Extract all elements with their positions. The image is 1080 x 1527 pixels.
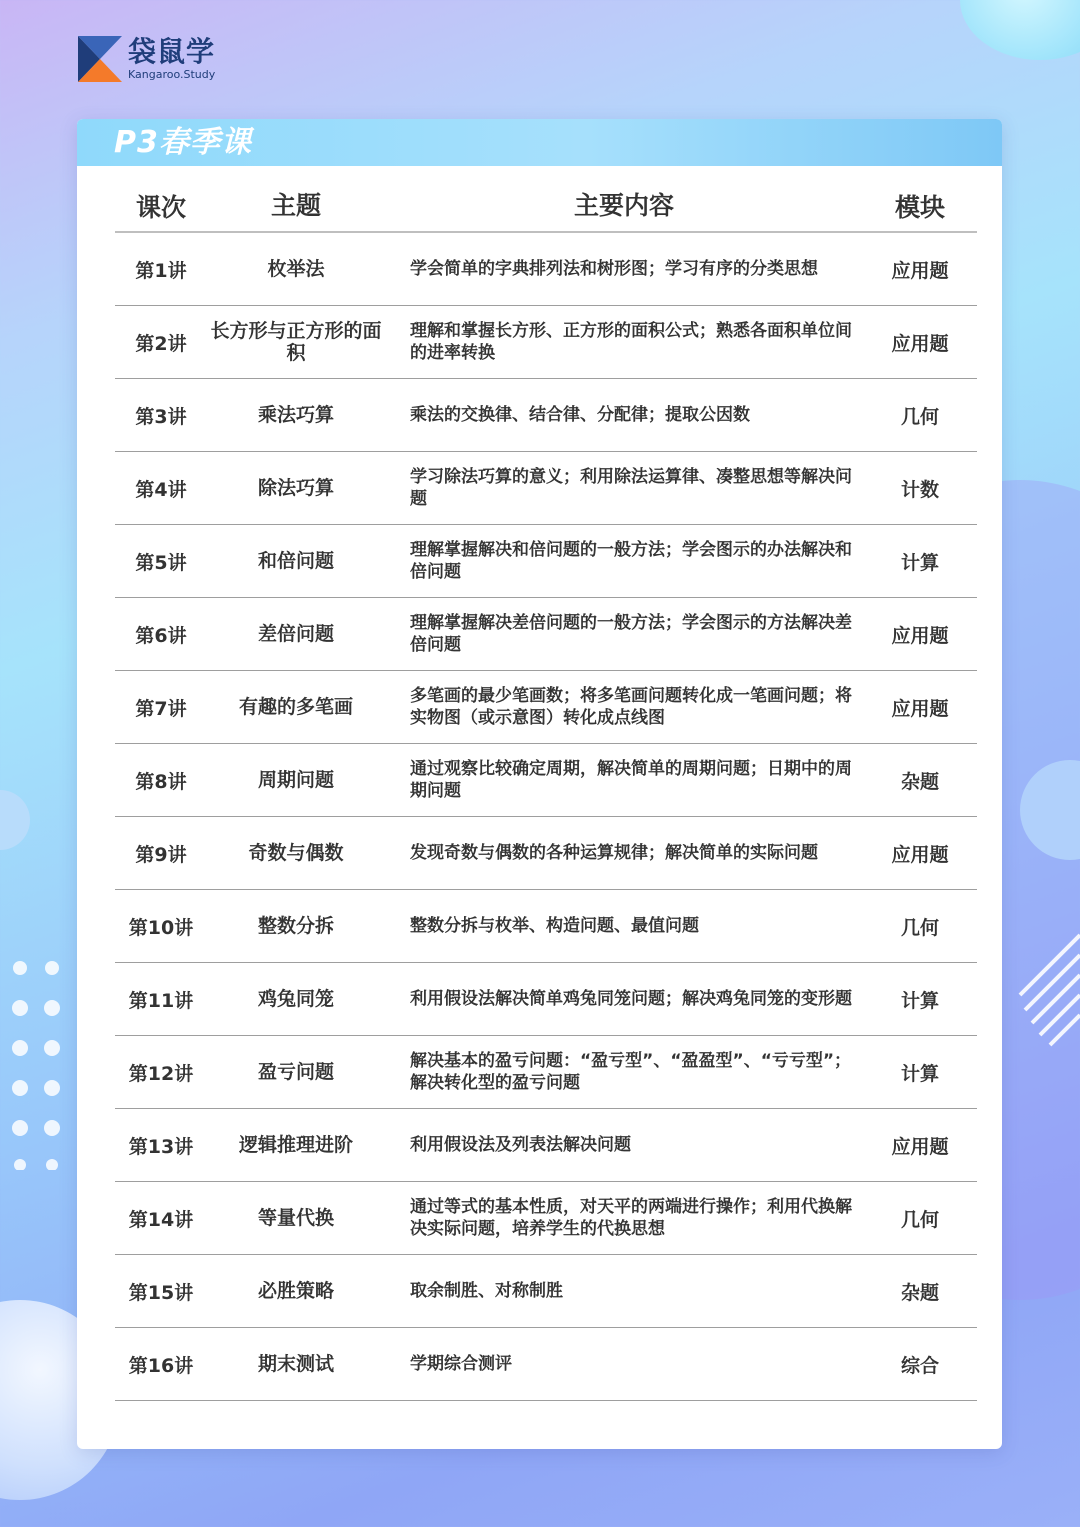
cell-topic: 奇数与偶数 (207, 817, 385, 890)
table-row (115, 817, 977, 890)
cell-module: 杂题 (863, 744, 977, 817)
background-bubble (1020, 760, 1080, 860)
cell-topic: 整数分拆 (207, 890, 385, 963)
table-row (115, 1255, 977, 1328)
card-header (77, 119, 1002, 166)
cell-module: 综合 (863, 1328, 977, 1401)
cell-topic: 等量代换 (207, 1182, 385, 1255)
cell-lesson: 第1讲 (115, 232, 207, 306)
background-bubble (960, 0, 1080, 60)
cell-topic: 逻辑推理进阶 (207, 1109, 385, 1182)
cell-module: 计算 (863, 1036, 977, 1109)
cell-module: 计算 (863, 525, 977, 598)
course-schedule-table (115, 181, 977, 1401)
cell-lesson: 第9讲 (115, 817, 207, 890)
cell-topic: 差倍问题 (207, 598, 385, 671)
cell-module: 应用题 (863, 306, 977, 379)
table-header-row (115, 181, 977, 232)
course-card (77, 119, 1002, 1449)
cell-lesson: 第11讲 (115, 963, 207, 1036)
table-row (115, 232, 977, 306)
cell-content: 整数分拆与枚举、构造问题、最值问题 (385, 890, 863, 963)
table-row (115, 1109, 977, 1182)
table-row (115, 744, 977, 817)
cell-lesson: 第12讲 (115, 1036, 207, 1109)
cell-lesson: 第2讲 (115, 306, 207, 379)
table-row (115, 452, 977, 525)
header-module: 模块 (863, 181, 977, 232)
cell-module: 几何 (863, 890, 977, 963)
cell-module: 应用题 (863, 598, 977, 671)
brand-logo (78, 36, 215, 82)
header-content: 主要内容 (385, 181, 863, 232)
cell-topic: 期末测试 (207, 1328, 385, 1401)
cell-lesson: 第6讲 (115, 598, 207, 671)
cell-module: 计算 (863, 963, 977, 1036)
cell-topic: 必胜策略 (207, 1255, 385, 1328)
cell-content: 通过观察比较确定周期，解决简单的周期问题；日期中的周期问题 (385, 744, 863, 817)
cell-lesson: 第8讲 (115, 744, 207, 817)
cell-content: 乘法的交换律、结合律、分配律；提取公因数 (385, 379, 863, 452)
brand-name: 袋鼠学 (128, 35, 216, 68)
cell-content: 解决基本的盈亏问题：“盈亏型”、“盈盈型”、“亏亏型”；解决转化型的盈亏问题 (385, 1036, 863, 1109)
cell-content: 通过等式的基本性质，对天平的两端进行操作；利用代换解决实际问题，培养学生的代换思想 (385, 1182, 863, 1255)
table-row (115, 525, 977, 598)
cell-content: 理解掌握解决和倍问题的一般方法；学会图示的办法解决和倍问题 (385, 525, 863, 598)
cell-content: 发现奇数与偶数的各种运算规律；解决简单的实际问题 (385, 817, 863, 890)
cell-module: 计数 (863, 452, 977, 525)
cell-topic: 乘法巧算 (207, 379, 385, 452)
cell-topic: 长方形与正方形的面积 (207, 306, 385, 379)
table-row (115, 379, 977, 452)
cell-lesson: 第14讲 (115, 1182, 207, 1255)
cell-module: 几何 (863, 1182, 977, 1255)
cell-topic: 盈亏问题 (207, 1036, 385, 1109)
cell-module: 几何 (863, 379, 977, 452)
header-topic: 主题 (207, 181, 385, 232)
table-row (115, 963, 977, 1036)
cell-content: 学期综合测评 (385, 1328, 863, 1401)
cell-topic: 鸡兔同笼 (207, 963, 385, 1036)
cell-module: 应用题 (863, 1109, 977, 1182)
cell-lesson: 第7讲 (115, 671, 207, 744)
stripe-pattern-icon (1010, 930, 1080, 1060)
table-row (115, 598, 977, 671)
kangaroo-logo-icon (78, 36, 122, 82)
cell-module: 应用题 (863, 671, 977, 744)
cell-topic: 周期问题 (207, 744, 385, 817)
table-row (115, 1328, 977, 1401)
cell-content: 理解和掌握长方形、正方形的面积公式；熟悉各面积单位间的进率转换 (385, 306, 863, 379)
table-row (115, 890, 977, 963)
cell-lesson: 第16讲 (115, 1328, 207, 1401)
background-bubble (0, 790, 30, 850)
brand-name-en: Kangaroo.Study (128, 68, 216, 81)
cell-content: 学习除法巧算的意义；利用除法运算律、凑整思想等解决问题 (385, 452, 863, 525)
header-lesson: 课次 (115, 181, 207, 232)
cell-topic: 和倍问题 (207, 525, 385, 598)
cell-module: 应用题 (863, 817, 977, 890)
cell-content: 理解掌握解决差倍问题的一般方法；学会图示的方法解决差倍问题 (385, 598, 863, 671)
cell-content: 利用假设法解决简单鸡兔同笼问题；解决鸡兔同笼的变形题 (385, 963, 863, 1036)
cell-lesson: 第13讲 (115, 1109, 207, 1182)
cell-topic: 有趣的多笔画 (207, 671, 385, 744)
card-title: P3春季课 (114, 125, 252, 160)
cell-topic: 除法巧算 (207, 452, 385, 525)
cell-lesson: 第3讲 (115, 379, 207, 452)
table-row (115, 306, 977, 379)
cell-lesson: 第4讲 (115, 452, 207, 525)
cell-topic: 枚举法 (207, 232, 385, 306)
table-row (115, 1182, 977, 1255)
dot-pattern-icon (8, 960, 68, 1170)
cell-content: 取余制胜、对称制胜 (385, 1255, 863, 1328)
cell-content: 利用假设法及列表法解决问题 (385, 1109, 863, 1182)
table-row (115, 1036, 977, 1109)
table-row (115, 671, 977, 744)
cell-content: 学会简单的字典排列法和树形图；学习有序的分类思想 (385, 232, 863, 306)
cell-module: 应用题 (863, 232, 977, 306)
cell-lesson: 第15讲 (115, 1255, 207, 1328)
cell-content: 多笔画的最少笔画数；将多笔画问题转化成一笔画问题；将实物图（或示意图）转化成点线图 (385, 671, 863, 744)
cell-module: 杂题 (863, 1255, 977, 1328)
cell-lesson: 第10讲 (115, 890, 207, 963)
cell-lesson: 第5讲 (115, 525, 207, 598)
